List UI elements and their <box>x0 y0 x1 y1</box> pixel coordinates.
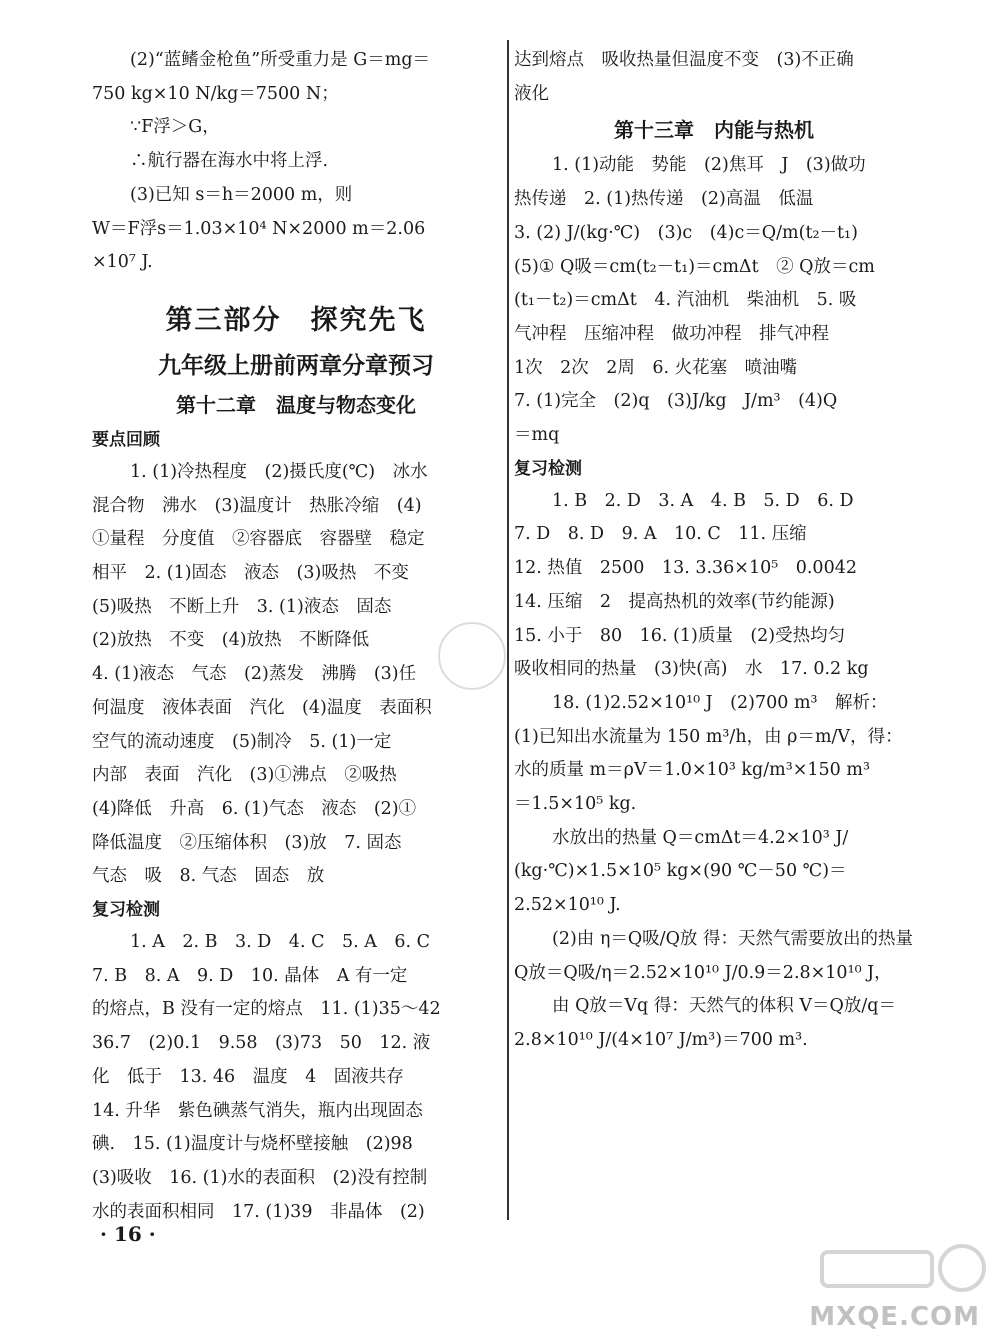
text-line: 碘. 15. (1)温度计与烧杯壁接触 (2)98 <box>92 1134 413 1155</box>
left-column <box>92 44 500 1229</box>
text-line: 水放出的热量 Q＝cmΔt＝4.2×10³ J/ <box>552 827 849 848</box>
text-line: 7. B 8. A 9. D 10. 晶体 A 有一定 <box>92 965 408 986</box>
text-line: 混合物 沸水 (3)温度计 热胀冷缩 (4) <box>92 495 422 516</box>
text-line: 空气的流动速度 (5)制冷 5. (1)一定 <box>92 731 392 752</box>
sub-title: 九年级上册前两章分章预习 <box>158 352 434 379</box>
text-line: 热传递 2. (1)热传递 (2)高温 低温 <box>514 189 814 210</box>
text-line: ＝1.5×10⁵ kg. <box>514 794 637 815</box>
text-line: (kg·℃)×1.5×10⁵ kg×(90 ℃－50 ℃)＝ <box>514 861 847 882</box>
text-line: 4. (1)液态 气态 (2)蒸发 沸腾 (3)任 <box>92 664 417 685</box>
text-line: 气态 吸 8. 气态 固态 放 <box>92 866 325 887</box>
text-line: (4)降低 升高 6. (1)气态 液态 (2)① <box>92 798 417 819</box>
text-line: 由 Q放＝Vq 得：天然气的体积 V＝Q放/q＝ <box>552 996 896 1017</box>
text-line: 吸收相同的热量 (3)快(高) 水 17. 0.2 kg <box>514 659 869 680</box>
text-line: W＝F浮s＝1.03×10⁴ N×2000 m＝2.06 <box>92 218 426 239</box>
review-heading-13: 复习检测 <box>514 458 582 479</box>
text-line: 的熔点，B 没有一定的熔点 11. (1)35～42 <box>92 999 441 1020</box>
text-line: 7. (1)完全 (2)q (3)J/kg J/m³ (4)Q <box>514 391 838 412</box>
text-line: ①量程 分度值 ②容器底 容器壁 稳定 <box>92 529 425 550</box>
right-column <box>514 44 914 1058</box>
page-number: · 16 · <box>100 1222 156 1246</box>
review-heading: 复习检测 <box>92 900 160 921</box>
text-line: 7. D 8. D 9. A 10. C 11. 压缩 <box>514 524 807 545</box>
text-line: 水的表面积相同 17. (1)39 非晶体 (2) <box>92 1201 425 1222</box>
text-line: ＝mq <box>514 425 560 446</box>
part-title: 第三部分 探究先飞 <box>165 304 427 336</box>
text-line: Q放＝Q吸/η＝2.52×10¹⁰ J/0.9＝2.8×10¹⁰ J， <box>514 962 892 983</box>
text-line: 达到熔点 吸收热量但温度不变 (3)不正确 <box>514 50 854 70</box>
text-line: (5)① Q吸＝cm(t₂－t₁)＝cmΔt ② Q放＝cm <box>514 256 875 277</box>
faint-stamp <box>438 622 506 690</box>
text-line: 14. 升华 紫色碘蒸气消失，瓶内出现固态 <box>92 1100 423 1121</box>
text-line: 18. (1)2.52×10¹⁰ J (2)700 m³ 解析： <box>552 692 888 713</box>
text-line: 2.52×10¹⁰ J. <box>514 895 621 916</box>
text-line: (2)“蓝鳍金枪鱼”所受重力是 G＝mg＝ <box>130 50 431 70</box>
continued-solution <box>92 44 500 280</box>
continued-answers <box>514 44 914 111</box>
text-line: 1. (1)动能 势能 (2)焦耳 J (3)做功 <box>552 155 866 176</box>
text-line: (1)已知出水流量为 150 m³/h，由 ρ＝m/V，得： <box>514 726 903 747</box>
text-line: ∵F浮＞G， <box>130 117 220 138</box>
text-line: 14. 压缩 2 提高热机的效率(节约能源) <box>514 591 835 612</box>
key-points-heading: 要点回顾 <box>92 429 160 450</box>
text-line: 水的质量 m＝ρV＝1.0×10³ kg/m³×150 m³ <box>514 760 870 781</box>
text-line: (3)已知 s＝h＝2000 m，则 <box>130 184 353 205</box>
text-line: 内部 表面 汽化 (3)①沸点 ②吸热 <box>92 765 397 786</box>
chapter-12-key-points <box>92 456 500 894</box>
text-line: (2)放热 不变 (4)放热 不断降低 <box>92 630 370 651</box>
text-line: ×10⁷ J. <box>92 252 153 273</box>
text-line: (3)吸收 16. (1)水的表面积 (2)没有控制 <box>92 1167 428 1188</box>
text-line: 2.8×10¹⁰ J/(4×10⁷ J/m³)＝700 m³. <box>514 1029 808 1050</box>
text-line: 相平 2. (1)固态 液态 (3)吸热 不变 <box>92 563 409 584</box>
text-line: 1. A 2. B 3. D 4. C 5. A 6. C <box>130 932 431 953</box>
chapter-13-title: 第十三章 内能与热机 <box>614 118 814 143</box>
text-line: 1次 2次 2周 6. 火花塞 喷油嘴 <box>514 357 798 378</box>
text-line: 12. 热值 2500 13. 3.36×10⁵ 0.0042 <box>514 558 857 579</box>
watermark-text: MXQE.COM <box>809 1302 980 1332</box>
text-line: 1. (1)冷热程度 (2)摄氏度(℃) 冰水 <box>130 461 428 482</box>
text-line: 3. (2) J/(kg·℃) (3)c (4)c＝Q/m(t₂－t₁) <box>514 222 858 243</box>
text-line: 36.7 (2)0.1 9.58 (3)73 50 12. 液 <box>92 1033 431 1054</box>
column-divider <box>507 40 509 1220</box>
text-line: 化 低于 13. 46 温度 4 固液共存 <box>92 1066 404 1087</box>
text-line: (5)吸热 不断上升 3. (1)液态 固态 <box>92 596 392 617</box>
text-line: 750 kg×10 N/kg＝7500 N； <box>92 83 339 104</box>
text-line: (t₁－t₂)＝cmΔt 4. 汽油机 柴油机 5. 吸 <box>514 290 857 311</box>
chapter-13-review <box>514 485 914 1058</box>
chapter-13-key-points <box>514 149 914 452</box>
text-line: (2)由 η＝Q吸/Q放 得：天然气需要放出的热量 <box>552 928 913 949</box>
text-line: 气冲程 压缩冲程 做功冲程 排气冲程 <box>514 323 829 344</box>
text-line: 15. 小于 80 16. (1)质量 (2)受热均匀 <box>514 625 846 646</box>
text-line: 降低温度 ②压缩体积 (3)放 7. 固态 <box>92 832 402 853</box>
text-line: 1. B 2. D 3. A 4. B 5. D 6. D <box>552 490 854 511</box>
chapter-12-review <box>92 926 500 1229</box>
chapter-12-title: 第十二章 温度与物态变化 <box>176 392 416 417</box>
text-line: ∴航行器在海水中将上浮. <box>130 151 329 172</box>
text-line: 何温度 液体表面 汽化 (4)温度 表面积 <box>92 697 432 718</box>
text-line: 液化 <box>514 83 549 104</box>
